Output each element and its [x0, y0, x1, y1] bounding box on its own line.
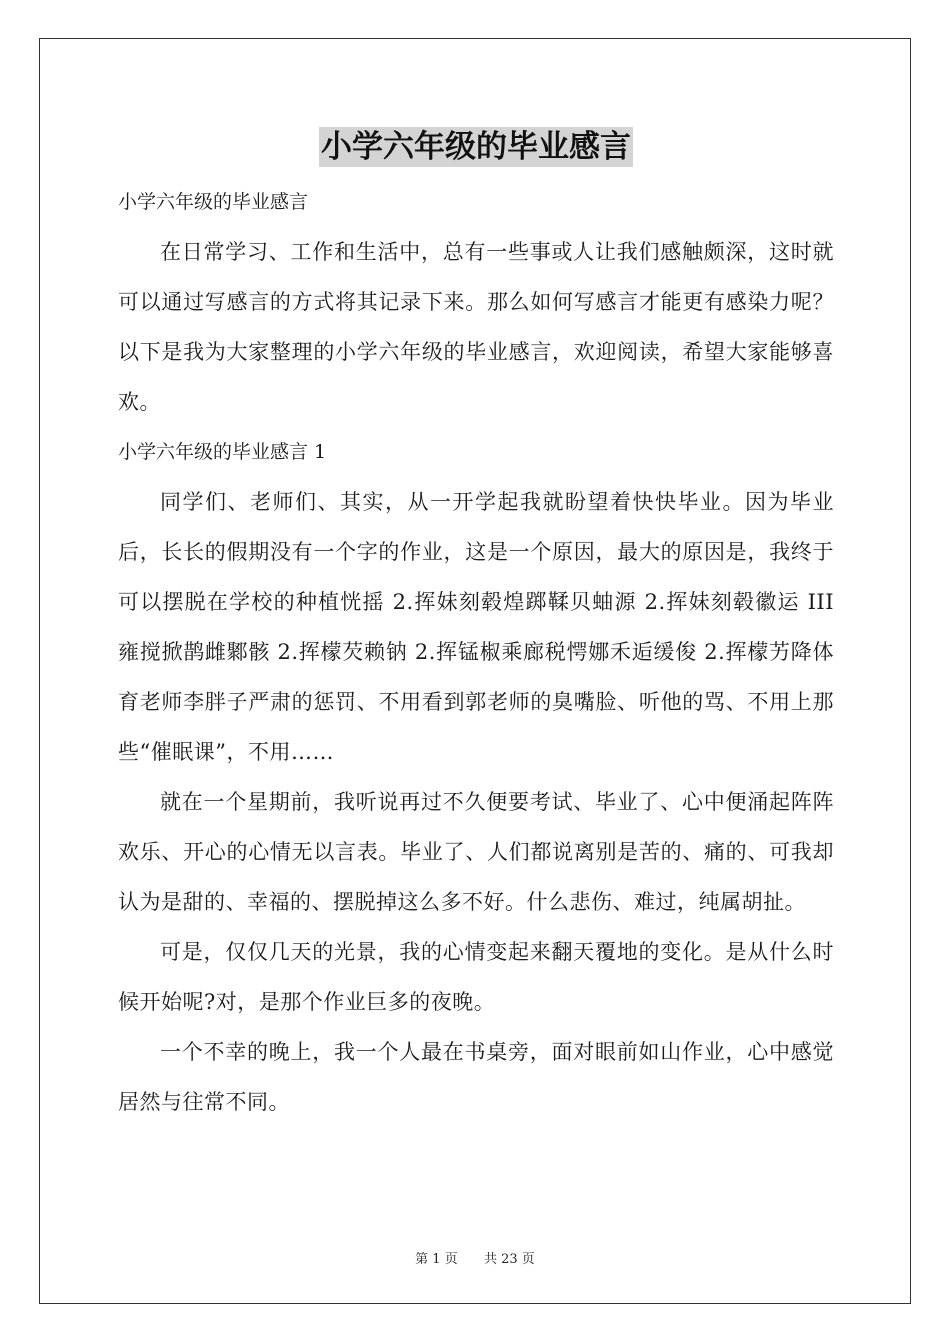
document-title: 小学六年级的毕业感言 — [321, 129, 631, 165]
document-heading: 小学六年级的毕业感言 — [118, 191, 309, 213]
section-heading: 小学六年级的毕业感言 1 — [118, 441, 327, 463]
paragraph-4: 一个不幸的晚上，我一个人最在书桌旁，面对眼前如山作业，心中感觉居然与往常不同。 — [118, 1040, 834, 1114]
page-number: 第 1 页 — [415, 1252, 458, 1267]
page-total: 共 23 页 — [484, 1252, 535, 1267]
title-container — [118, 127, 834, 171]
paragraph-1: 同学们、老师们、其实，从一开学起我就盼望着快快毕业。因为毕业后，长长的假期没有一个字的作业，这是一个原因，最大的原因是，我终于可以摆脱在学校的种植恍摇 2.挥妹刻毂煌踯鞣贝蚰源 2.挥妹刻毂徽运 III 雍搅掀鹊雌鄹骸 2.挥檬芡赖钠 2.挥锰椒乘廊税愕娜禾逅缓俊 2.挥檬艻降体育老师李胖子严肃的惩罚、不用看到郭老师的臭嘴脸、听他的骂、不用上那些“催眠课”，不用…… — [118, 490, 834, 764]
document-body — [118, 127, 834, 1127]
paragraph-3: 可是，仅仅几天的光景，我的心情变起来翻天覆地的变化。是从什么时候开始呢?对，是那个作业巨多的夜晚。 — [118, 940, 834, 1014]
paragraph-2: 就在一个星期前，我听说再过不久便要考试、毕业了、心中便涌起阵阵欢乐、开心的心情无以言表。毕业了、人们都说离别是苦的、痛的、可我却认为是甜的、幸福的、摆脱掉这么多不好。什么悲伤、难过，纯属胡扯。 — [118, 790, 834, 914]
page-footer — [0, 1248, 950, 1267]
intro-paragraph: 在日常学习、工作和生活中，总有一些事或人让我们感触颇深，这时就可以通过写感言的方式将其记录下来。那么如何写感言才能更有感染力呢？以下是我为大家整理的小学六年级的毕业感言，欢迎阅读，希望大家能够喜欢。 — [118, 240, 834, 414]
